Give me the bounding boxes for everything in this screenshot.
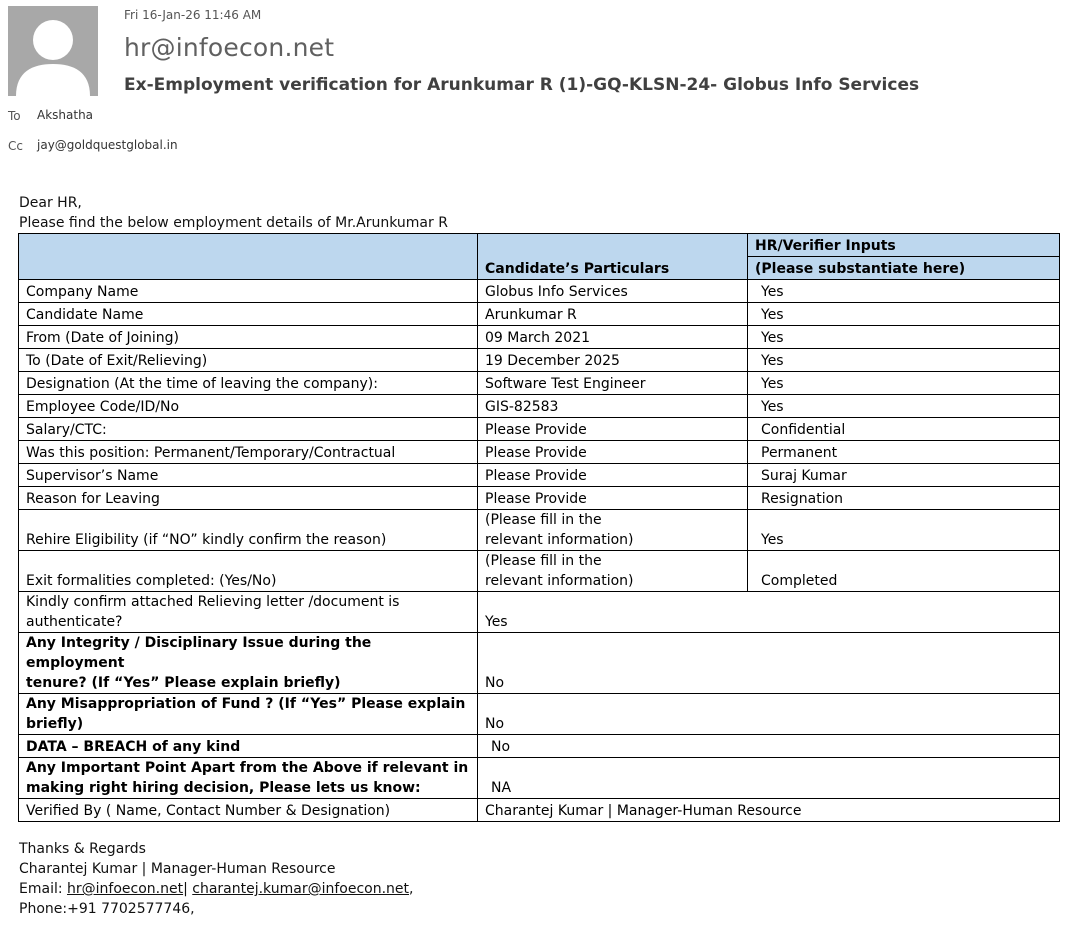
row-candidate: 19 December 2025 bbox=[478, 349, 748, 372]
table-row bbox=[19, 464, 1060, 487]
row-label: Salary/CTC: bbox=[19, 418, 478, 441]
table-row bbox=[19, 799, 1060, 822]
row-label: Candidate Name bbox=[19, 303, 478, 326]
row-label: Was this position: Permanent/Temporary/Contractual bbox=[19, 441, 478, 464]
row-candidate: Globus Info Services bbox=[478, 280, 748, 303]
row-verifier: Permanent bbox=[748, 441, 1060, 464]
table-row bbox=[19, 633, 1060, 694]
row-label bbox=[19, 694, 478, 735]
row-value: Yes bbox=[478, 592, 1060, 633]
email-label: Email: bbox=[19, 881, 68, 897]
row-label: Company Name bbox=[19, 280, 478, 303]
row-verifier: Yes bbox=[748, 395, 1060, 418]
row-label: To (Date of Exit/Relieving) bbox=[19, 349, 478, 372]
intro-text: Please find the below employment details of Mr.Arunkumar R bbox=[19, 215, 448, 231]
row-label: DATA – BREACH of any kind bbox=[19, 735, 478, 758]
row-candidate: Arunkumar R bbox=[478, 303, 748, 326]
cc-recipient[interactable]: jay@goldquestglobal.in bbox=[37, 138, 178, 152]
sender-address[interactable]: hr@infoecon.net bbox=[124, 33, 335, 62]
row-candidate bbox=[478, 510, 748, 551]
to-label: To bbox=[8, 109, 21, 123]
avatar bbox=[8, 6, 98, 96]
row-candidate: Please Provide bbox=[478, 441, 748, 464]
row-verifier: Resignation bbox=[748, 487, 1060, 510]
row-value: NA bbox=[478, 758, 1060, 799]
verification-table bbox=[18, 233, 1060, 822]
table-row bbox=[19, 418, 1060, 441]
table-row bbox=[19, 441, 1060, 464]
email-tail: , bbox=[409, 881, 414, 897]
row-label bbox=[19, 633, 478, 694]
row-candidate: 09 March 2021 bbox=[478, 326, 748, 349]
header-substantiate: (Please substantiate here) bbox=[748, 257, 1060, 280]
row-label: Employee Code/ID/No bbox=[19, 395, 478, 418]
row-label: Verified By ( Name, Contact Number & Designation) bbox=[19, 799, 478, 822]
label-line2: authenticate? bbox=[26, 614, 123, 630]
row-verifier: Yes bbox=[748, 326, 1060, 349]
signer-phone: Phone:+91 7702577746, bbox=[19, 901, 195, 917]
row-label: From (Date of Joining) bbox=[19, 326, 478, 349]
row-candidate: Please Provide bbox=[478, 418, 748, 441]
row-verifier: Yes bbox=[748, 372, 1060, 395]
header-candidate: Candidate’s Particulars bbox=[478, 234, 748, 280]
email-subject: Ex-Employment verification for Arunkumar R (1)-GQ-KLSN-24- Globus Info Services bbox=[124, 75, 920, 95]
label-line1: Any Misappropriation of Fund ? (If “Yes” Please explain bbox=[26, 696, 466, 712]
table-row bbox=[19, 551, 1060, 592]
label-line1: Kindly confirm attached Relieving letter /document is bbox=[26, 594, 400, 610]
label-line1: Any Integrity / Disciplinary Issue during the employment bbox=[26, 635, 372, 671]
rows3-body bbox=[19, 280, 1060, 510]
row-candidate: Software Test Engineer bbox=[478, 372, 748, 395]
row-label: Reason for Leaving bbox=[19, 487, 478, 510]
row-value: No bbox=[478, 694, 1060, 735]
table-row bbox=[19, 372, 1060, 395]
row-candidate-line1: (Please fill in the bbox=[485, 553, 602, 569]
row-verifier: Yes bbox=[748, 280, 1060, 303]
signer-email bbox=[19, 881, 413, 897]
label-line1: Any Important Point Apart from the Above if relevant in bbox=[26, 760, 469, 776]
email-header bbox=[0, 0, 1070, 170]
greeting: Dear HR, bbox=[19, 195, 82, 211]
row-candidate: Please Provide bbox=[478, 487, 748, 510]
row-candidate-line2: relevant information) bbox=[485, 573, 634, 589]
email-link-hr[interactable]: hr@infoecon.net bbox=[67, 881, 184, 897]
table-row bbox=[19, 510, 1060, 551]
table-row bbox=[19, 349, 1060, 372]
email-link-charantej[interactable]: charantej.kumar@infoecon.net bbox=[192, 881, 410, 897]
row-candidate-line1: (Please fill in the bbox=[485, 512, 602, 528]
table-row bbox=[19, 395, 1060, 418]
signer-name: Charantej Kumar | Manager-Human Resource bbox=[19, 861, 336, 877]
email-date: Fri 16-Jan-26 11:46 AM bbox=[124, 8, 262, 22]
row-verifier: Yes bbox=[748, 510, 1060, 551]
table-row bbox=[19, 487, 1060, 510]
row-candidate-line2: relevant information) bbox=[485, 532, 634, 548]
row-verifier: Confidential bbox=[748, 418, 1060, 441]
row-candidate: GIS-82583 bbox=[478, 395, 748, 418]
row-label bbox=[19, 758, 478, 799]
header-verifier: HR/Verifier Inputs bbox=[748, 234, 1060, 257]
table-row bbox=[19, 758, 1060, 799]
label-line2: briefly) bbox=[26, 716, 84, 732]
label-line2: tenure? (If “Yes” Please explain briefly) bbox=[26, 675, 341, 691]
row-value: Charantej Kumar | Manager-Human Resource bbox=[478, 799, 1060, 822]
row-label: Designation (At the time of leaving the company): bbox=[19, 372, 478, 395]
header-blank bbox=[19, 234, 478, 280]
row-verifier: Yes bbox=[748, 349, 1060, 372]
row-label bbox=[19, 592, 478, 633]
email-separator: | bbox=[183, 881, 193, 897]
table-row bbox=[19, 280, 1060, 303]
to-recipient[interactable]: Akshatha bbox=[37, 108, 94, 122]
person-icon bbox=[8, 6, 98, 96]
row-label: Rehire Eligibility (if “NO” kindly confirm the reason) bbox=[19, 510, 478, 551]
row-value: No bbox=[478, 735, 1060, 758]
table-row bbox=[19, 735, 1060, 758]
table-row bbox=[19, 326, 1060, 349]
row-label: Supervisor’s Name bbox=[19, 464, 478, 487]
row-label: Exit formalities completed: (Yes/No) bbox=[19, 551, 478, 592]
table-row bbox=[19, 592, 1060, 633]
sign-off: Thanks & Regards bbox=[19, 841, 146, 857]
row-verifier: Yes bbox=[748, 303, 1060, 326]
row-verifier: Suraj Kumar bbox=[748, 464, 1060, 487]
table-row bbox=[19, 694, 1060, 735]
row-value: No bbox=[478, 633, 1060, 694]
row-candidate bbox=[478, 551, 748, 592]
row-verifier: Completed bbox=[748, 551, 1060, 592]
label-line2: making right hiring decision, Please lets us know: bbox=[26, 780, 421, 796]
table-row bbox=[19, 303, 1060, 326]
row-candidate: Please Provide bbox=[478, 464, 748, 487]
cc-label: Cc bbox=[8, 139, 23, 153]
